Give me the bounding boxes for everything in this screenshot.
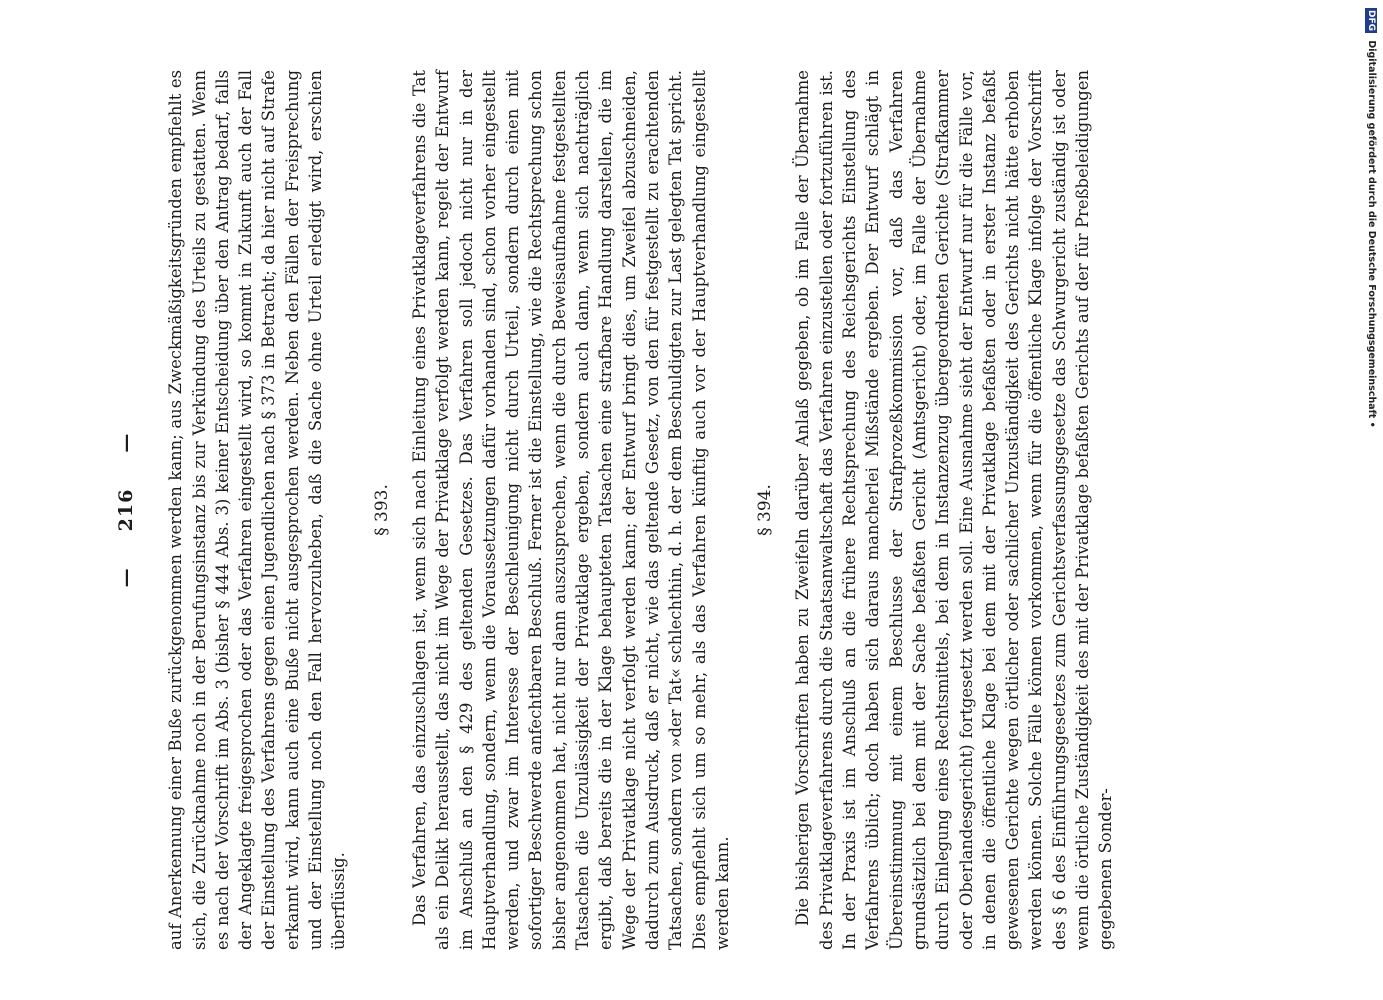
dfg-logo: DFG [1366,10,1376,32]
page-number: —216— [115,432,137,588]
section-394-heading: § 394. [755,484,776,536]
digitization-credit [1365,8,1377,998]
intro-paragraph: auf Anerkennung einer Buße zurückgenommen werden kann; aus Zweckmäßigkeitsgründen empfiehlt es sich, die Zurücknahme noch in der Berufungsinstanz bis zur Verkündung des Urteils zu gestatten. Wenn es nach der Vorschrift im Abs. 3 (bisher § 444 Abs. 3) keiner Entscheidung über den Antrag bedarf, falls der Angeklagte freigesprochen oder das Verfahren eingestellt wird, so kommt in Zukunft auch der Fall der Einstellung des Verfahrens gegen einen Jugendlichen nach § 373 in Betracht; da hier nicht auf Strafe erkannt wird, kann auch eine Buße nicht ausgesprochen werden. Neben den Fällen der Freisprechung und der Einstellung noch den Fall hervorzuheben, daß die Sache ohne Urteil erledigt wird, erschien überflüssig. [166,70,349,950]
document-page [115,70,1116,950]
section-393-paragraph: Das Verfahren, das einzuschlagen ist, wenn sich nach Einleitung eines Privatklageverfahrens die Tat als ein Delikt herausstellt, das nicht im Wege der Privatklage verfolgt werden kann, regelt der Entwurf im Anschluß an den § 429 des geltenden Gesetzes. Das Verfahren soll jedoch nicht nur in der Hauptverhandlung, sondern, wenn die Voraussetzungen dafür vorhanden sind, schon vorher eingestellt werden, und zwar im Interesse der Beschleunigung nicht durch Urteil, sondern durch einen mit sofortiger Beschwerde anfechtbaren Beschluß. Ferner ist die Einstellung, wie die Rechtsprechung schon bisher angenommen hat, nicht nur dann auszusprechen, wenn die durch Beweisaufnahme festgestellten Tatsachen die Unzulässigkeit der Privatklage ergeben, sondern auch dann, wenn sich nachträglich ergibt, daß bereits die in der Klage behaupteten Tatsachen eine strafbare Handlung darstellen, die im Wege der Privatklage nicht verfolgt werden kann; der Entwurf bringt dies, um Zweifel abzuschneiden, dadurch zum Ausdruck, daß er nicht, wie das geltende Gesetz, von den für festgestellt zu erachtenden Tatsachen, sondern von »der Tat« schlechthin, d. h. der dem Beschuldigten zur Last gelegten Tat spricht. Dies empfiehlt sich um so mehr, als das Verfahren künftig auch vor der Hauptverhandlung eingestellt werden kann. [409,70,732,950]
section-393-heading: § 393. [371,484,392,536]
credit-text: Digitalisierung gefördert durch die Deutsche Forschungsgemeinschaft • [1366,40,1377,428]
section-394-paragraph: Die bisherigen Vorschriften haben zu Zweifeln darüber Anlaß gegeben, ob im Falle der Übernahme des Privatklageverfahrens durch die Staatsanwaltschaft das Verfahren einzustellen oder fortzuführen ist. In der Praxis ist im Anschluß an die frühere Rechtsprechung des Reichsgerichts Einstellung des Verfahrens üblich; doch haben sich daraus mancherlei Mißstände ergeben. Der Entwurf schlägt in Übereinstimmung mit einem Beschlusse der Strafprozeßkommission vor, daß das Verfahren grundsätzlich bei dem mit der Sache befaßten Gericht (Amtsgericht) oder, im Falle der Übernahme durch Einlegung eines Rechtsmittels, bei dem in Instanzenzug übergeordneten Gerichte (Strafkammer oder Oberlandesgericht) fortgesetzt werden soll. Eine Ausnahme sieht der Entwurf nur für die Fälle vor, in denen die öffentliche Klage bei dem mit der Privatklage befaßten oder in erster Instanz befaßt gewesenen Gerichte wegen örtlicher oder sachlicher Unzuständigkeit des Gerichts nicht hätte erhoben werden können. Solche Fälle können vorkommen, wenn für die öffentliche Klage infolge der Vorschrift des § 6 des Einführungsgesetzes zum Gerichtsverfassungsgesetze das Schwurgericht zuständig ist oder wenn die örtliche Zuständigkeit des mit der Privatklage befaßten Gerichts auf der für Preßbeleidigungen gegebenen Sonder- [793,70,1116,950]
page-number-value: 216 [115,488,137,532]
